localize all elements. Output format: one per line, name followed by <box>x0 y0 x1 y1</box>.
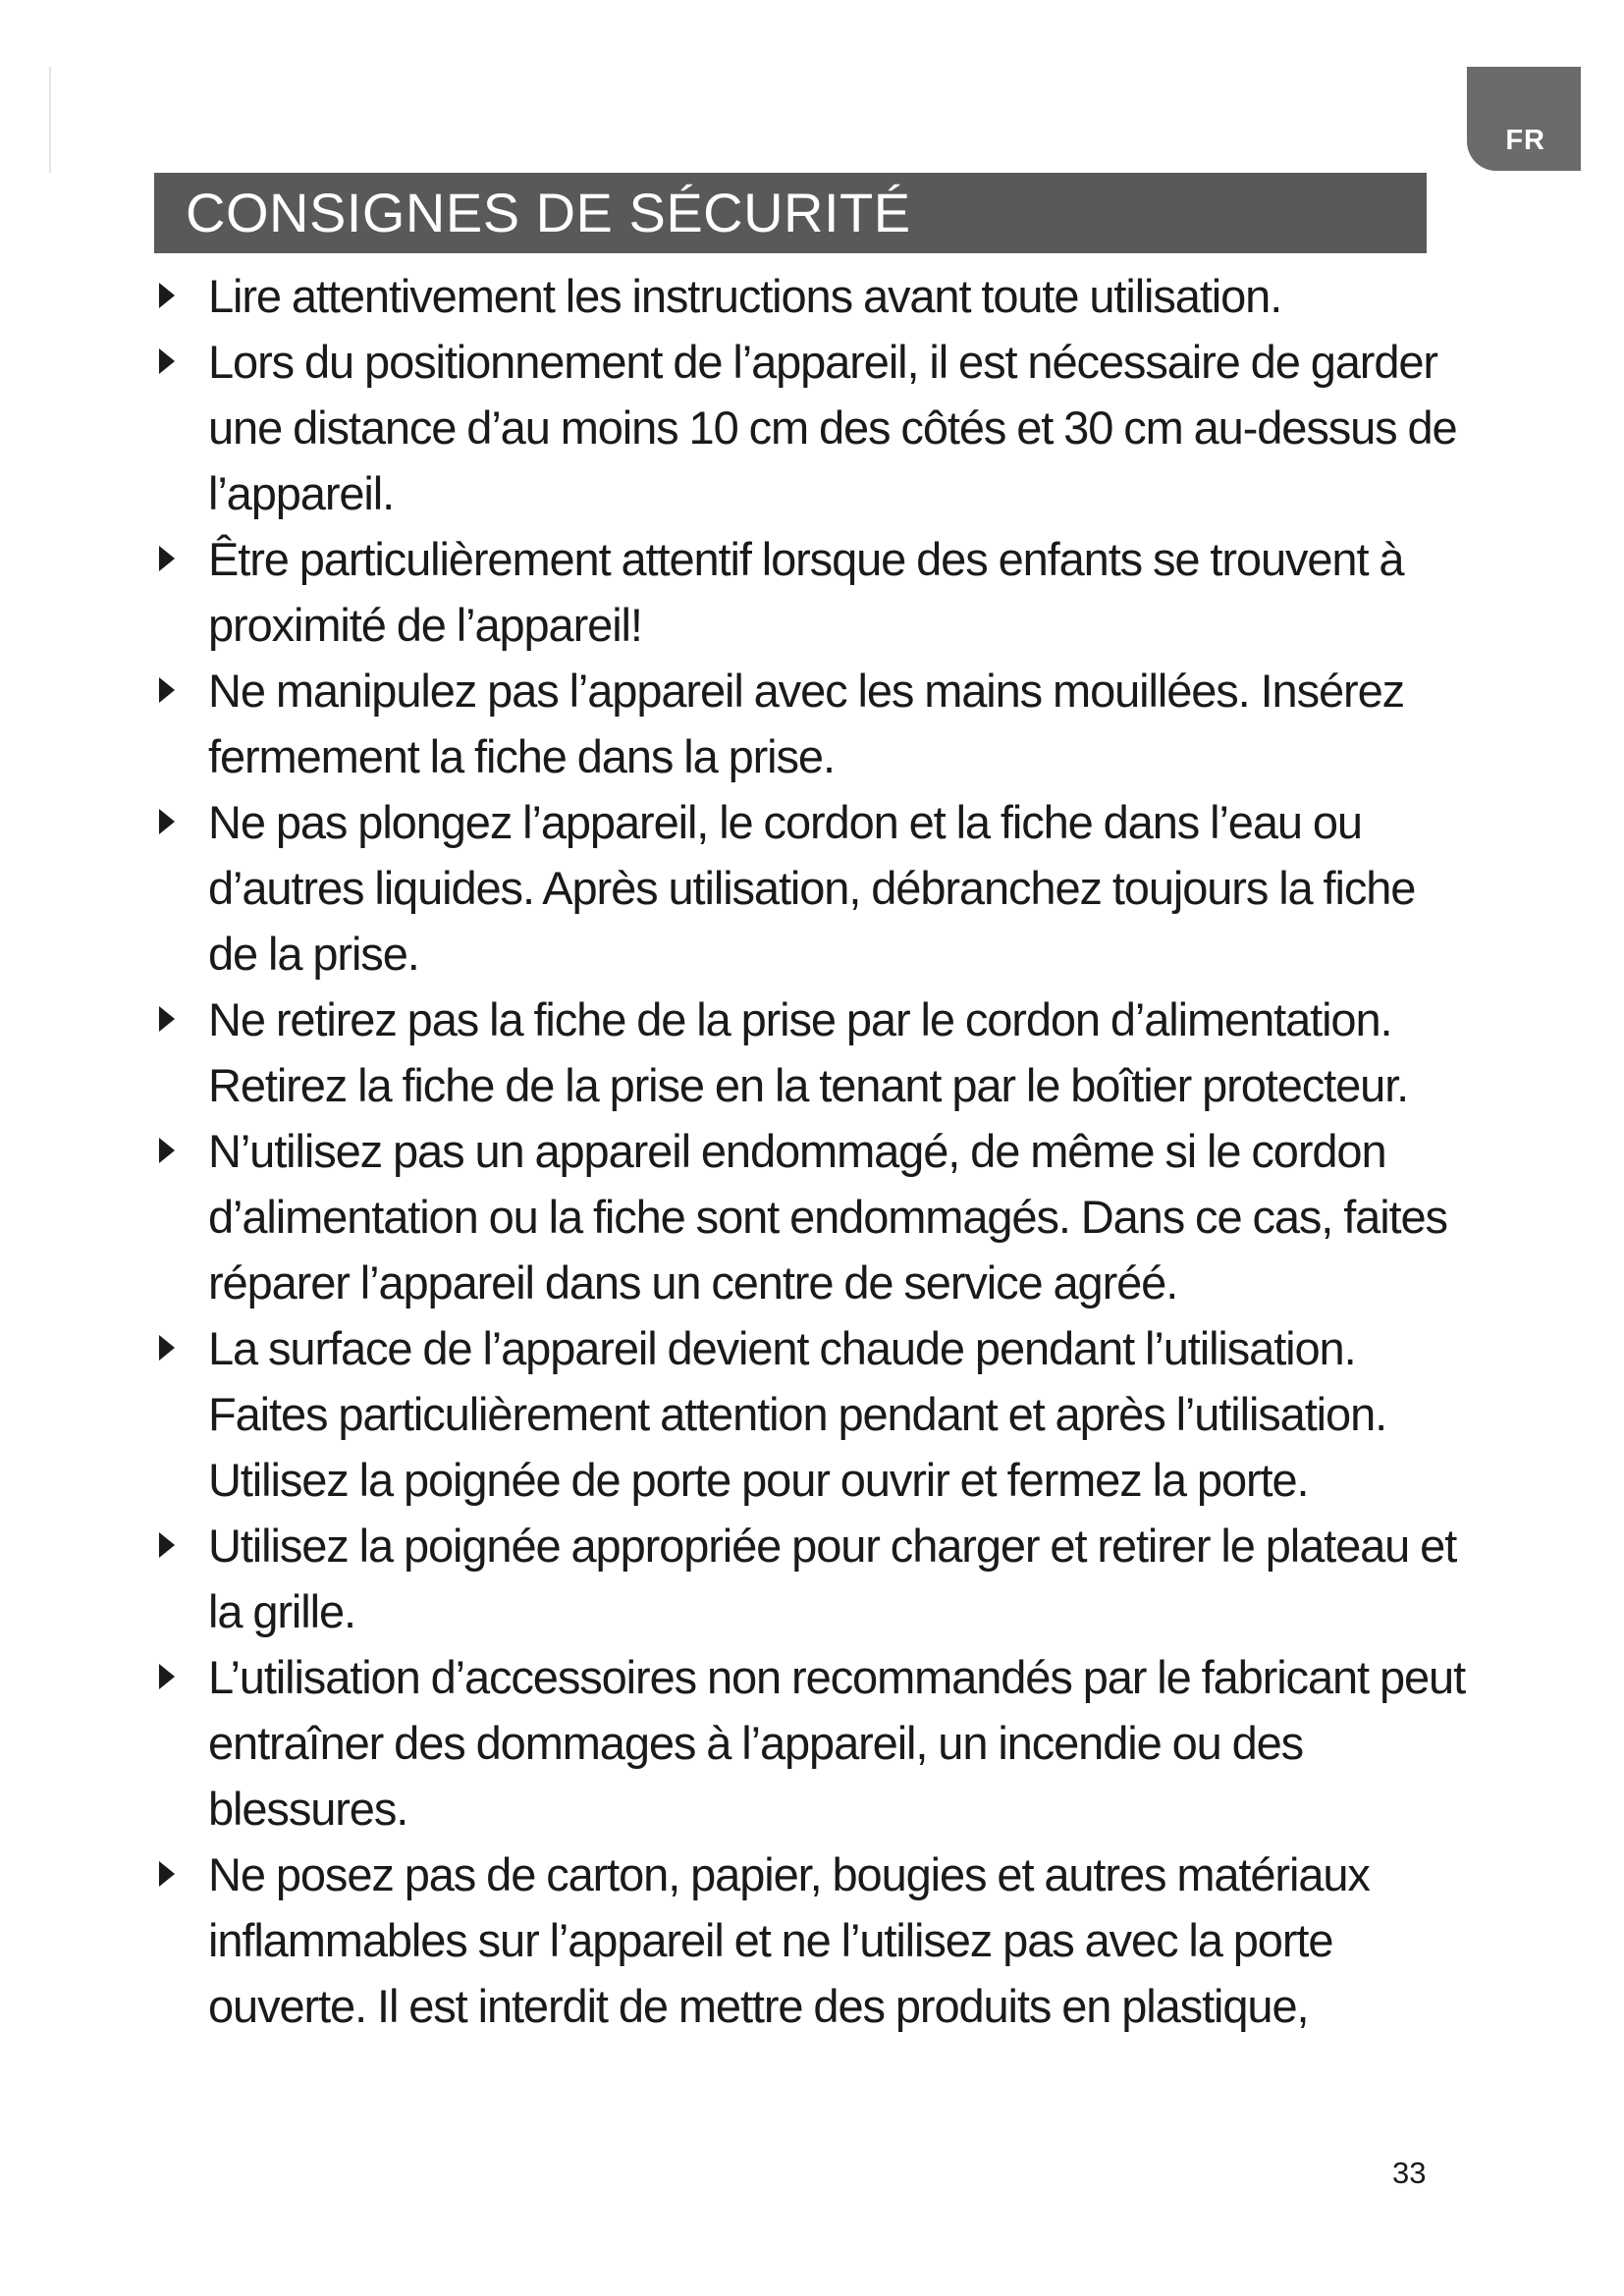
language-tab <box>1467 67 1581 171</box>
list-item-text: Utilisez la poignée appropriée pour charger et retirer le plateau et la grille. <box>208 1520 1457 1637</box>
bullet-arrow-icon <box>159 1861 175 1887</box>
list-item <box>159 526 1475 658</box>
bullet-arrow-icon <box>159 1664 175 1689</box>
list-item <box>159 1842 1475 2039</box>
bullet-arrow-icon <box>159 1006 175 1032</box>
list-item <box>159 329 1475 526</box>
bullet-arrow-icon <box>159 1335 175 1361</box>
bullet-arrow-icon <box>159 283 175 308</box>
list-item-text: Être particulièrement attentif lorsque des enfants se trouvent à proximité de l’appareil! <box>208 533 1404 651</box>
list-item <box>159 789 1475 987</box>
list-item <box>159 263 1475 329</box>
list-item-text: N’utilisez pas un appareil endommagé, de même si le cordon d’alimentation ou la fiche sont endommagés. Dans ce cas, faites réparer l’appareil dans un centre de service agréé. <box>208 1125 1447 1308</box>
list-item-text: Ne pas plongez l’appareil, le cordon et la fiche dans l’eau ou d’autres liquides. Après utilisation, débranchez toujours la fiche de la prise. <box>208 796 1416 980</box>
list-item <box>159 1315 1475 1513</box>
bullet-arrow-icon <box>159 348 175 374</box>
list-item-text: Ne posez pas de carton, papier, bougies et autres matériaux inflammables sur l’appareil et ne l’utilisez pas avec la porte ouverte. Il est interdit de mettre des produits en plastique, <box>208 1848 1370 2032</box>
language-tab-label: FR <box>1505 125 1545 156</box>
list-item <box>159 1644 1475 1842</box>
bullet-arrow-icon <box>159 1532 175 1558</box>
list-item-text: Lors du positionnement de l’appareil, il est nécessaire de garder une distance d’au moins 10 cm des côtés et 30 cm au-dessus de l’appareil. <box>208 336 1457 519</box>
bullet-arrow-icon <box>159 1138 175 1163</box>
bullet-arrow-icon <box>159 677 175 703</box>
list-item-text: Ne retirez pas la fiche de la prise par le cordon d’alimentation. Retirez la fiche de la prise en la tenant par le boîtier protecteur. <box>208 993 1409 1111</box>
list-item <box>159 1513 1475 1644</box>
list-item-text: Lire attentivement les instructions avant toute utilisation. <box>208 270 1282 322</box>
list-item <box>159 658 1475 789</box>
list-item-text: Ne manipulez pas l’appareil avec les mains mouillées. Insérez fermement la fiche dans la prise. <box>208 665 1405 782</box>
section-title-bar <box>154 173 1427 253</box>
margin-line <box>49 67 51 173</box>
bullet-arrow-icon <box>159 546 175 571</box>
page-number: 33 <box>1392 2156 1427 2190</box>
list-item-text: L’utilisation d’accessoires non recommandés par le fabricant peut entraîner des dommages à l’appareil, un incendie ou des blessures. <box>208 1651 1466 1835</box>
list-item-text: La surface de l’appareil devient chaude pendant l’utilisation. Faites particulièrement attention pendant et après l’utilisation. Utilisez la poignée de porte pour ouvrir et fermez la porte. <box>208 1322 1387 1506</box>
list-item <box>159 1118 1475 1315</box>
safety-instructions-list <box>159 263 1475 2039</box>
bullet-arrow-icon <box>159 809 175 834</box>
section-title: CONSIGNES DE SÉCURITÉ <box>186 182 911 243</box>
list-item <box>159 987 1475 1118</box>
